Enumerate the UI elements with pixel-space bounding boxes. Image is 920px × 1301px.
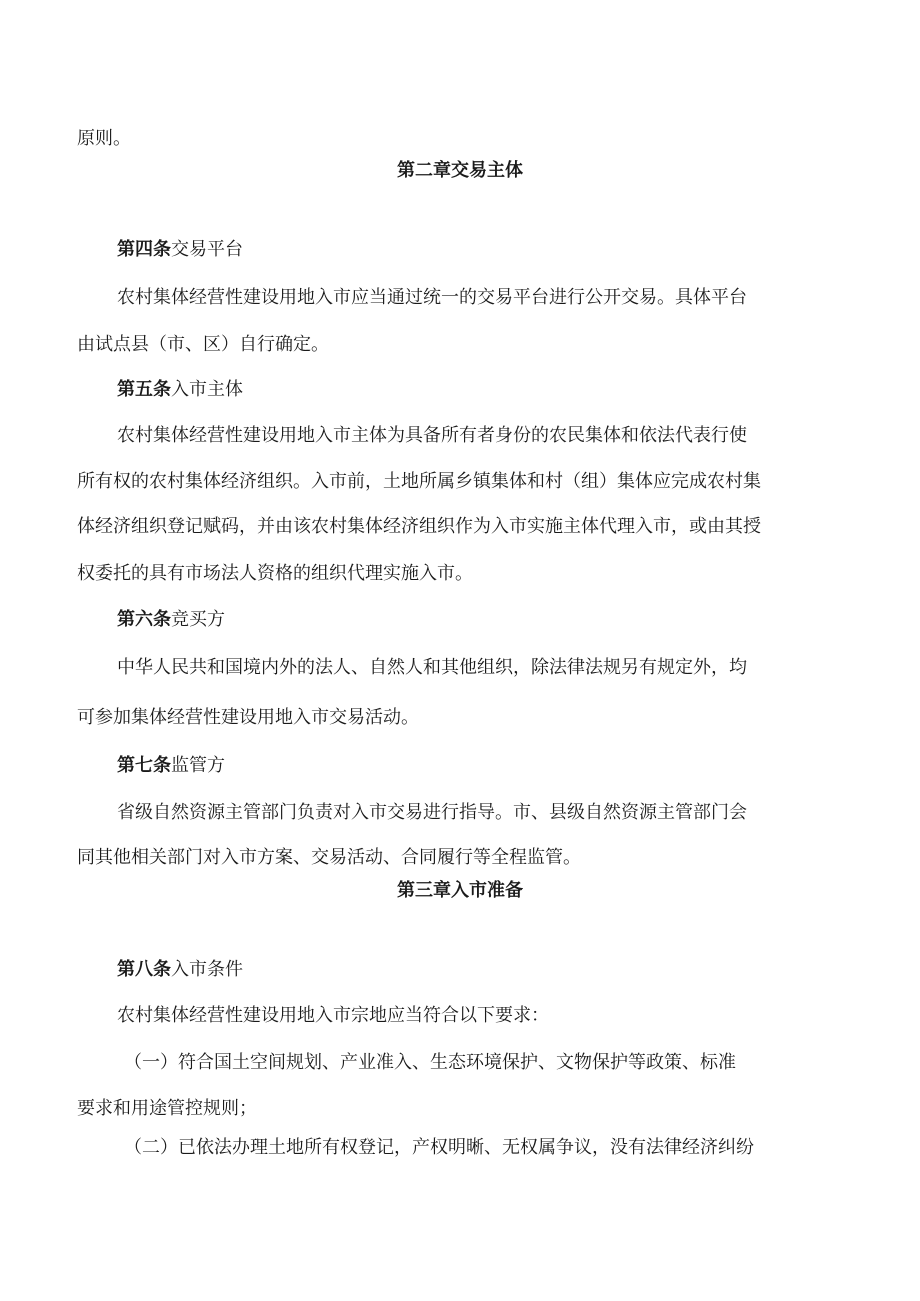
paragraph-line: 权委托的具有市场法人资格的组织代理实施入市。 [77,563,473,584]
paragraph-line: 所有权的农村集体经济组织。入市前，土地所属乡镇集体和村（组）集体应完成农村集 [77,471,761,492]
article-title: 入市主体 [171,379,243,400]
chapter-heading: 第二章交易主体 [397,160,523,181]
article-number: 第七条 [117,755,171,776]
article-heading [117,754,225,778]
article-heading [117,238,243,262]
article-title: 入市条件 [171,959,243,980]
paragraph-line: 农村集体经营性建设用地入市宗地应当符合以下要求： [117,1005,549,1026]
paragraph-line: 中华人民共和国境内外的法人、自然人和其他组织，除法律法规另有规定外，均 [117,657,747,678]
article-heading [117,958,243,982]
paragraph-line: 农村集体经营性建设用地入市应当通过统一的交易平台进行公开交易。具体平台 [117,287,747,308]
article-number: 第四条 [117,239,171,260]
list-item-line: （二）已依法办理土地所有权登记，产权明晰、无权属争议，没有法律经济纠纷 [124,1137,754,1158]
paragraph-line: 原则。 [77,128,131,149]
list-item-line: 要求和用途管控规则； [77,1098,257,1119]
article-heading [117,378,243,402]
paragraph-line: 同其他相关部门对入市方案、交易活动、合同履行等全程监管。 [77,847,581,868]
paragraph-line: 省级自然资源主管部门负责对入市交易进行指导。市、县级自然资源主管部门会 [117,802,747,823]
article-title: 交易平台 [171,239,243,260]
paragraph-line: 由试点县（市、区）自行确定。 [77,334,329,355]
list-item-line: （一）符合国土空间规划、产业准入、生态环境保护、文物保护等政策、标准 [124,1052,736,1073]
paragraph-line: 可参加集体经营性建设用地入市交易活动。 [77,707,419,728]
chapter-heading: 第三章入市准备 [397,880,523,901]
article-title: 监管方 [171,755,225,776]
article-number: 第八条 [117,959,171,980]
article-title: 竞买方 [171,609,225,630]
paragraph-line: 农村集体经营性建设用地入市主体为具备所有者身份的农民集体和依法代表行使 [117,425,747,446]
article-number: 第六条 [117,609,171,630]
article-number: 第五条 [117,379,171,400]
article-heading [117,608,225,632]
paragraph-line: 体经济组织登记赋码，并由该农村集体经济组织作为入市实施主体代理入市，或由其授 [77,516,761,537]
